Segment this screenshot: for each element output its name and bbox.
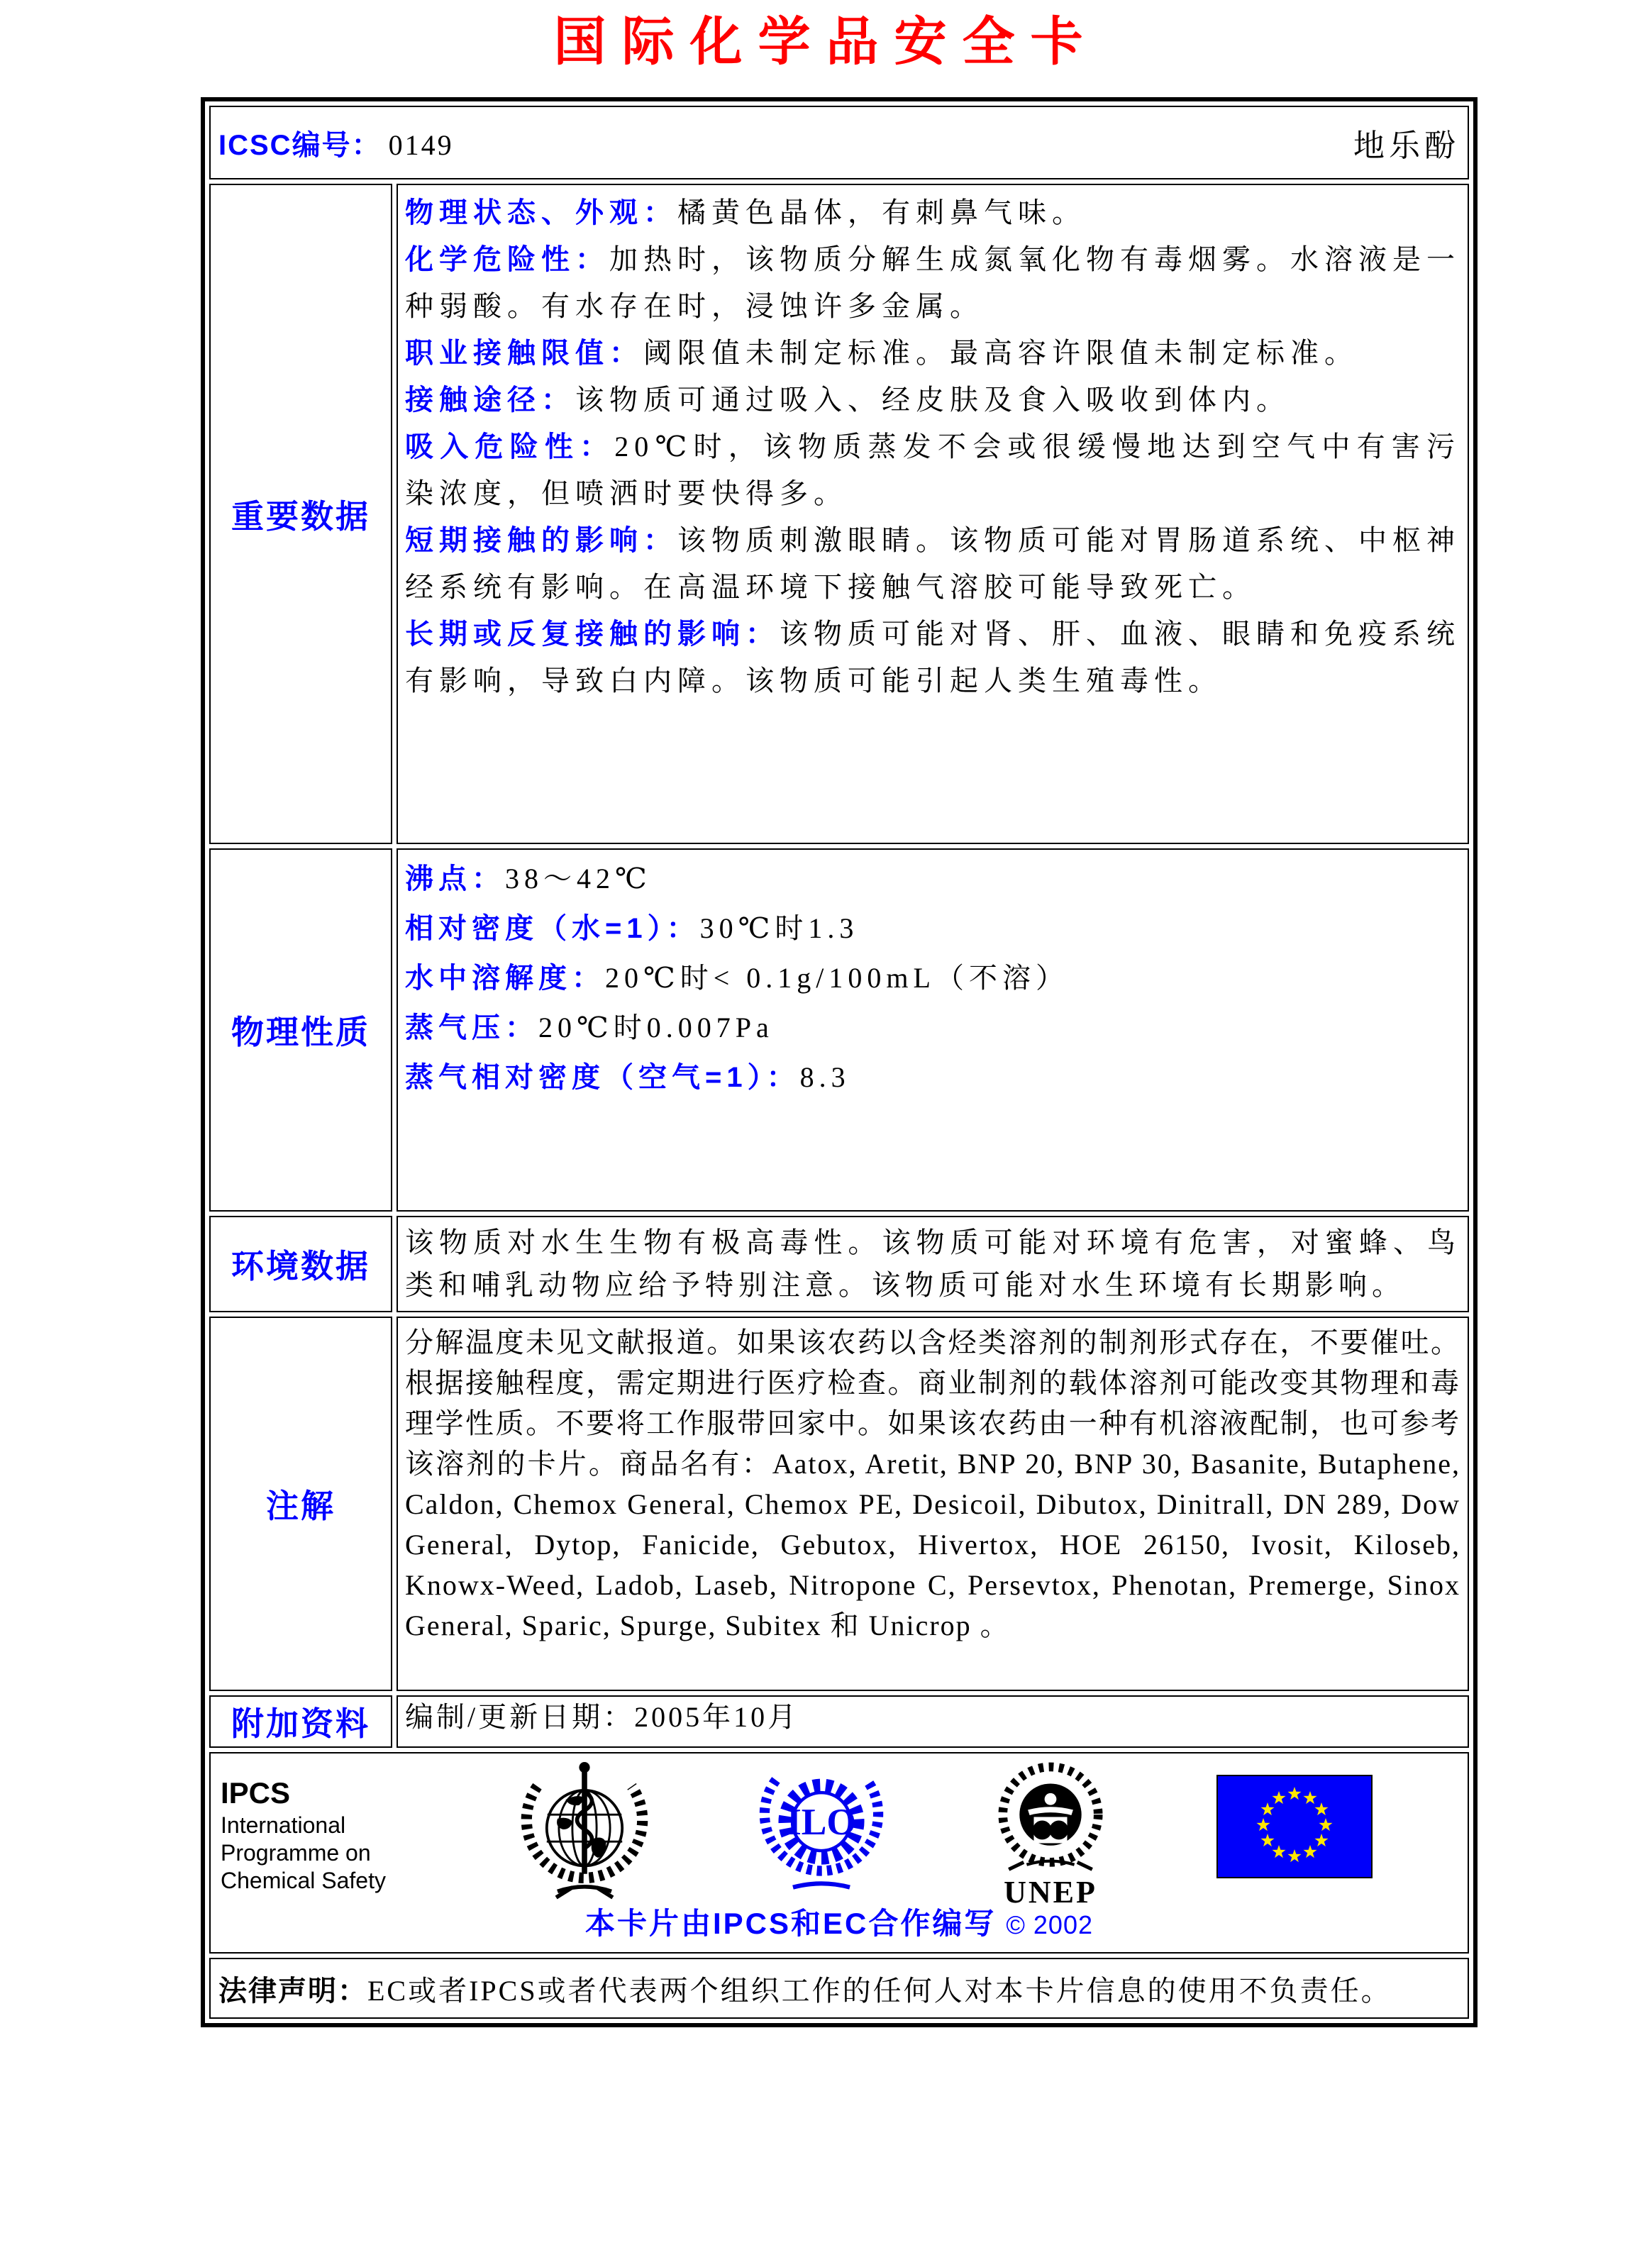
- icsc-number-label: ICSC编号：: [218, 129, 382, 161]
- physical-properties-row-label: 物理性质: [231, 1014, 370, 1051]
- additional-info-content-cell: [397, 1695, 1469, 1748]
- header-inner: [211, 120, 1467, 165]
- physical-properties-row: [209, 848, 1469, 1212]
- logos-cell: [209, 1752, 1469, 1954]
- legal-cell: [209, 1958, 1469, 2019]
- ipcs-line-3: Chemical Safety: [221, 1868, 386, 1893]
- entry-water-solubility: 水中溶解度：20℃时< 0.1g/100mL（不溶）: [405, 962, 1069, 994]
- environmental-data-label-cell: [209, 1216, 392, 1312]
- page-title: 国际化学品安全卡: [553, 13, 1099, 72]
- environmental-data-content-cell: [397, 1216, 1469, 1312]
- entry-vapor-pressure: 蒸气压：20℃时0.007Pa: [405, 1012, 774, 1043]
- icsc-number-group: [218, 123, 454, 163]
- who-emblem-icon: [517, 1759, 652, 1905]
- legal-text: EC或者IPCS或者代表两个组织工作的任何人对本卡片信息的使用不负责任。: [367, 1974, 1392, 2007]
- eu-flag-icon: [1216, 1775, 1373, 1882]
- legal-row: [209, 1958, 1469, 2019]
- important-data-row: [209, 184, 1469, 844]
- unep-logo-block: [991, 1762, 1110, 1909]
- icsc-table: [201, 97, 1478, 2027]
- notes-text: 分解温度未见文献报道。如果该农药以含烃类溶剂的制剂形式存在，不要催吐。根据接触程度，需定期进行医疗检查。商业制剂的载体溶剂可能改变其物理和毒理学性质。不要将工作服带回家中。如果该农药由一种有机溶液配制，也可参考该溶剂的卡片。商品名有：Aatox, Aretit, BNP 20, BNP 30, Basanite, Butaphene, Caldon, Chemox General, Chemox PE, Desicoil, Dibutox, Dinitrall, DN 289, Dow General, Dytop, Fanicide, Gebutox, Hivertox, HOE 26150, Ivosit, Kiloseb, Knowx-Weed, Ladob, Laseb, Nitropone C, Persevtox, Phenotan, Premerge, Sinox General, Sparic, Spurge, Subitex 和 Unicrop 。: [405, 1326, 1460, 1641]
- notes-row-label: 注解: [266, 1487, 336, 1524]
- legal-label: 法律声明：: [218, 1975, 367, 2007]
- entry-inhalation-risk: 吸入危险性：20℃时，该物质蒸发不会或很缓慢地达到空气中有害污染浓度，但喷洒时要快得多。: [405, 431, 1460, 509]
- entry-exposure-routes: 接触途径：该物质可通过吸入、经皮肤及食入吸收到体内。: [405, 384, 1290, 416]
- notes-row: [209, 1317, 1469, 1691]
- ilo-letters: ILO: [787, 1800, 856, 1843]
- entry-boiling-point: 沸点：38～42℃: [405, 863, 652, 894]
- credit-line: [221, 1905, 1458, 1944]
- entry-long-term-effects: 长期或反复接触的影响：该物质可能对肾、肝、血液、眼睛和免疫系统有影响，导致白内障。该物质可能引起人类生殖毒性。: [405, 618, 1460, 697]
- ipcs-text-block: [221, 1775, 411, 1895]
- physical-properties-content-cell: [397, 848, 1469, 1212]
- entry-vapor-relative-density: 蒸气相对密度（空气=1）：8.3: [405, 1061, 850, 1093]
- entry-occupational-limits: 职业接触限值：阈限值未制定标准。最高容许限值未制定标准。: [405, 337, 1358, 369]
- chemical-name: 地乐酚: [1353, 128, 1460, 163]
- legal-inner: [211, 1968, 1467, 2009]
- update-date-value: 2005年10月: [634, 1701, 799, 1733]
- credit-text: 本卡片由IPCS和EC合作编写: [585, 1907, 997, 1940]
- entry-relative-density: 相对密度（水=1）：30℃时1.3: [405, 912, 859, 944]
- ipcs-title: IPCS: [221, 1776, 291, 1810]
- header-row: [209, 106, 1469, 179]
- logos-band: [221, 1758, 1458, 1910]
- header-cell: [209, 106, 1469, 179]
- environmental-data-row: [209, 1216, 1469, 1312]
- ipcs-line-2: Programme on: [221, 1840, 371, 1866]
- additional-info-label-cell: [209, 1695, 392, 1748]
- entry-short-term-effects: 短期接触的影响：该物质刺激眼睛。该物质可能对胃肠道系统、中枢神经系统有影响。在高温环境下接触气溶胶可能导致死亡。: [405, 524, 1460, 603]
- ipcs-line-1: International: [221, 1812, 346, 1838]
- update-date-line: [405, 1701, 1460, 1734]
- notes-label-cell: [209, 1317, 392, 1691]
- logos-row: [209, 1752, 1469, 1954]
- icsc-number-value: 0149: [388, 128, 454, 161]
- update-date-label: 编制/更新日期：: [405, 1701, 635, 1733]
- unep-emblem-icon: [991, 1762, 1110, 1876]
- ilo-emblem-icon: [758, 1761, 885, 1899]
- environmental-data-row-label: 环境数据: [231, 1248, 370, 1285]
- notes-content-cell: [397, 1317, 1469, 1691]
- additional-info-row-label: 附加资料: [231, 1705, 370, 1742]
- environmental-data-text: 该物质对水生生物有极高毒性。该物质可能对环境有危害，对蜜蜂、鸟类和哺乳动物应给予特别注意。该物质可能对水生环境有长期影响。: [405, 1226, 1460, 1301]
- important-data-content-cell: [397, 184, 1469, 844]
- physical-properties-label-cell: [209, 848, 392, 1212]
- entry-chemical-danger: 化学危险性：加热时，该物质分解生成氮氧化物有毒烟雾。水溶液是一种弱酸。有水存在时，浸蚀许多金属。: [405, 243, 1460, 322]
- important-data-row-label: 重要数据: [231, 497, 370, 535]
- additional-info-row: [209, 1695, 1469, 1748]
- credit-copyright: © 2002: [1006, 1910, 1093, 1939]
- entry-physical-state: 物理状态、外观：橘黄色晶体，有刺鼻气味。: [405, 196, 1086, 228]
- important-data-label-cell: [209, 184, 392, 844]
- unep-wordmark: UNEP: [1004, 1875, 1097, 1910]
